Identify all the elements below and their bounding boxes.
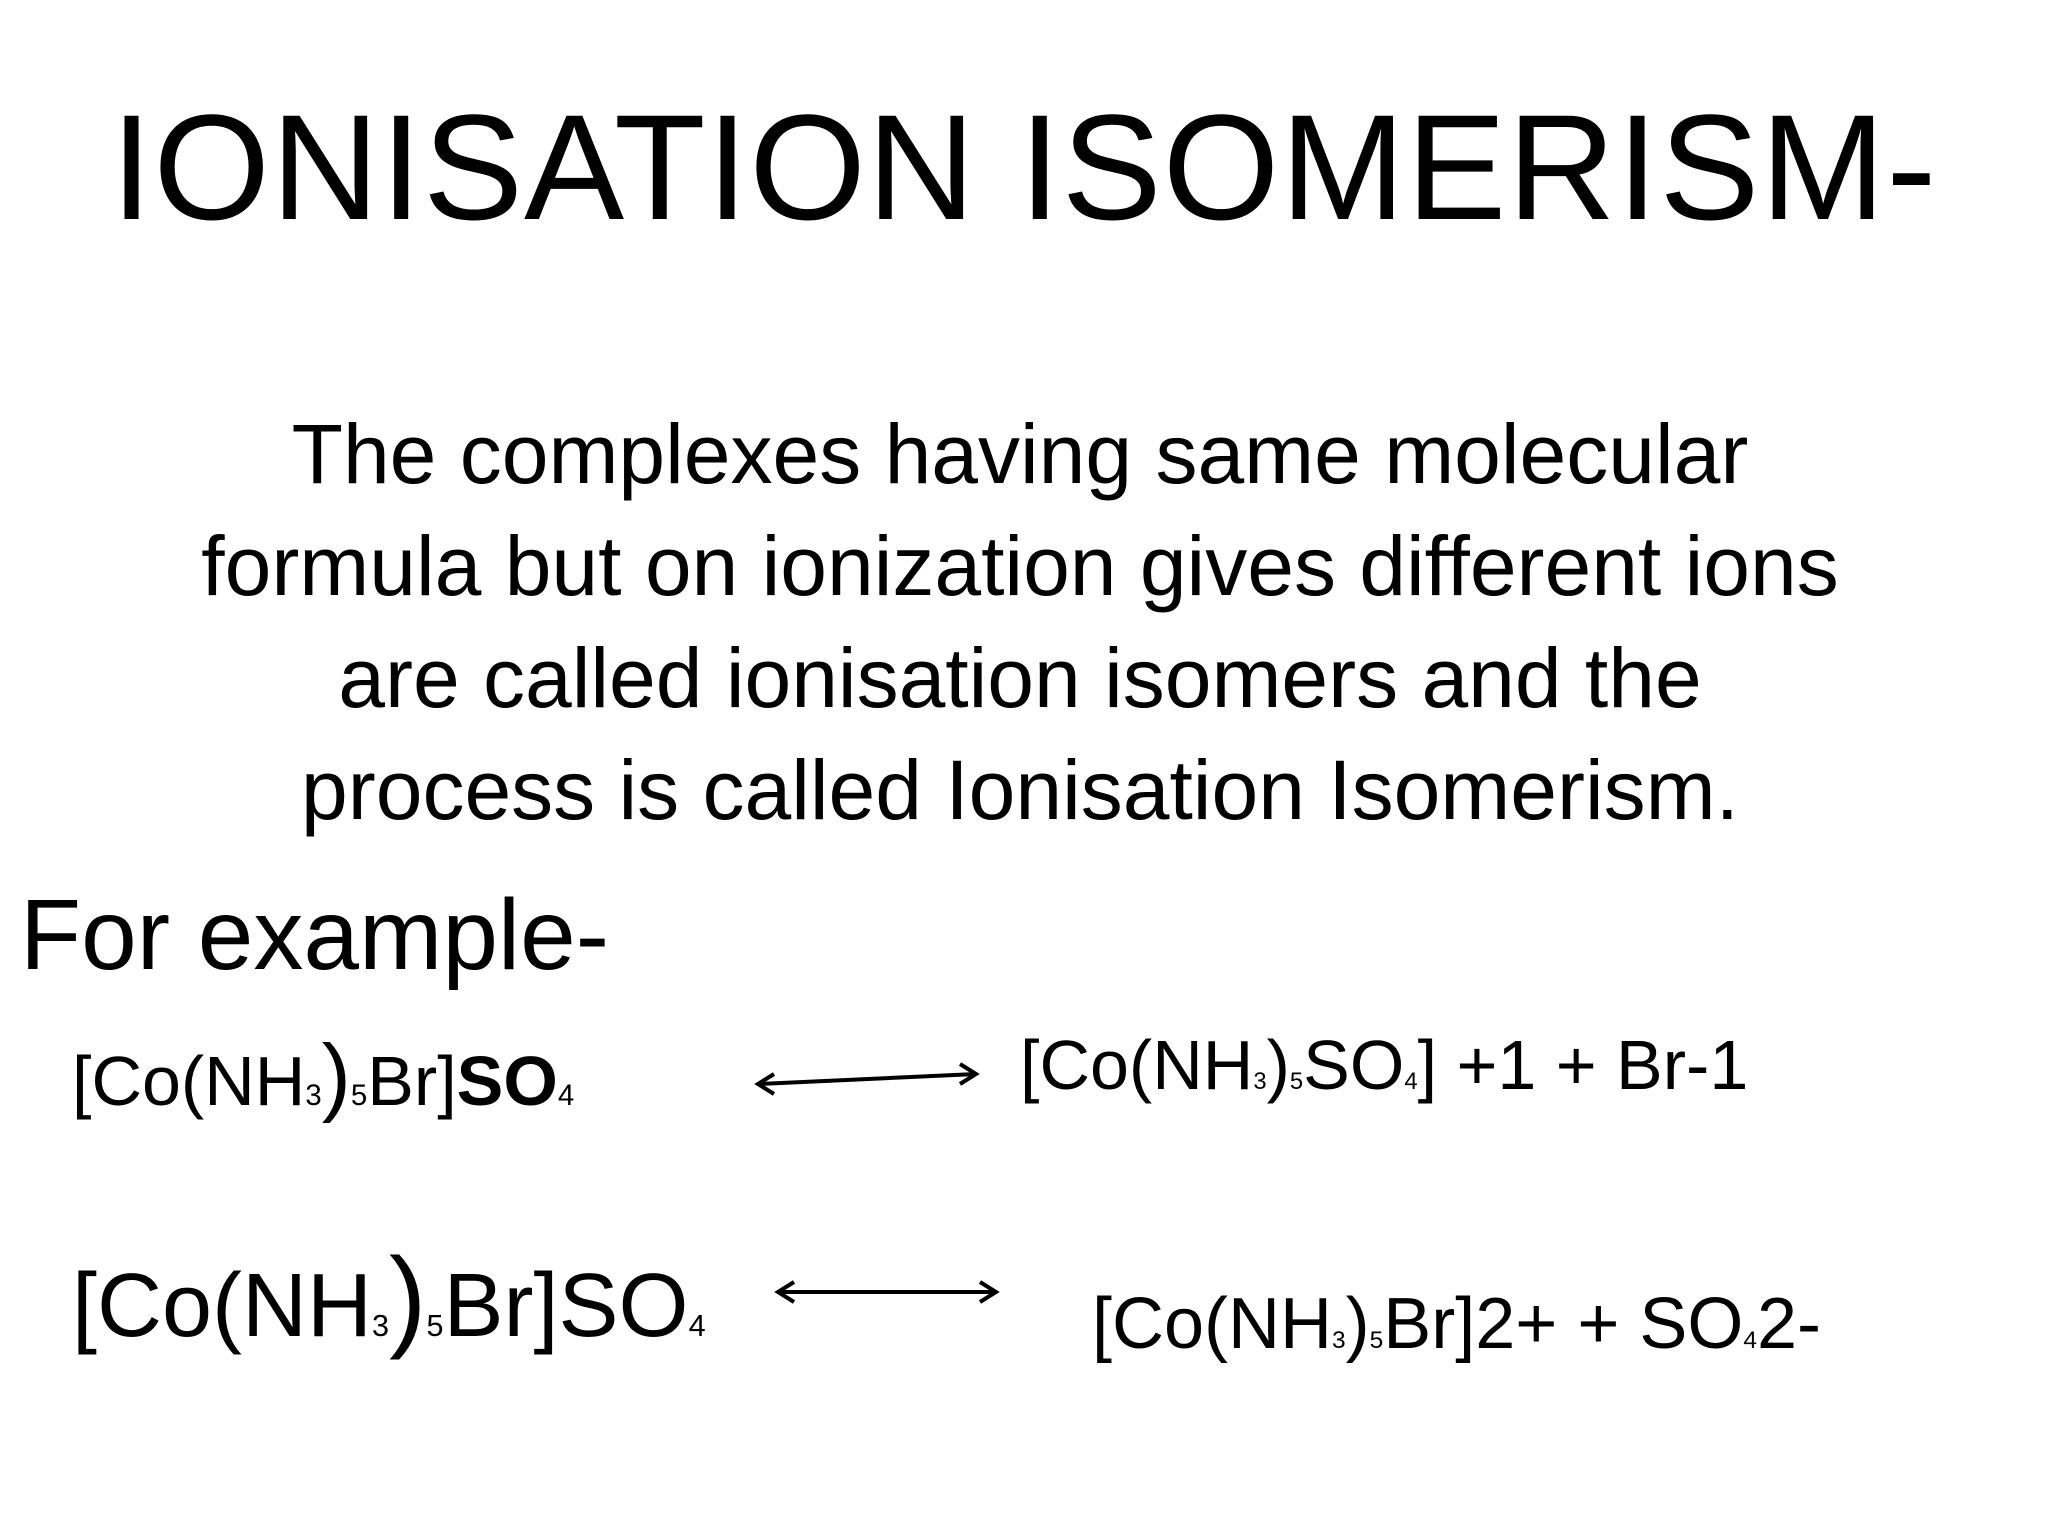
formula-part: ) xyxy=(321,1026,351,1124)
subscript: 5 xyxy=(1369,1327,1384,1354)
subscript: 3 xyxy=(305,1079,322,1112)
equation-2-products xyxy=(1092,1284,1822,1364)
formula-part: ) xyxy=(1266,1026,1290,1104)
subscript: 4 xyxy=(1743,1327,1758,1354)
formula-part: [Co(NH xyxy=(72,1042,306,1120)
subscript: 4 xyxy=(557,1079,575,1112)
subscript: 4 xyxy=(1404,1068,1418,1095)
formula-part: ) xyxy=(389,1234,427,1360)
formula-part: SO xyxy=(1303,1026,1405,1104)
subscript: 3 xyxy=(1253,1068,1267,1095)
equation-1-reactant xyxy=(72,1026,575,1124)
definition-line: formula but on ionization gives different ions xyxy=(201,519,1839,613)
formula-part: SO xyxy=(456,1042,558,1120)
formula-part: ] +1 + Br-1 xyxy=(1417,1026,1749,1104)
double-headed-arrow-icon xyxy=(772,1272,1002,1312)
formula-part: Br]2+ + SO xyxy=(1383,1284,1744,1364)
subscript: 5 xyxy=(1289,1068,1304,1095)
subscript: 4 xyxy=(688,1309,706,1343)
formula-part: [Co(NH xyxy=(1020,1026,1254,1104)
equation-1-products xyxy=(1020,1026,1749,1104)
definition-paragraph xyxy=(120,398,1920,846)
formula-part: Br]SO xyxy=(443,1256,689,1356)
formula-part: [Co(NH xyxy=(72,1256,373,1356)
formula-part: [Co(NH xyxy=(1092,1284,1333,1364)
subscript: 3 xyxy=(372,1309,390,1343)
equation-2-reactant xyxy=(72,1234,706,1360)
definition-line: are called ionisation isomers and the xyxy=(338,631,1702,725)
formula-part: 2- xyxy=(1757,1284,1822,1364)
subscript: 5 xyxy=(350,1079,368,1112)
example-heading: For example- xyxy=(20,879,610,991)
definition-line: process is called Ionisation Isomerism. xyxy=(301,743,1739,837)
formula-part: Br] xyxy=(367,1042,457,1120)
double-headed-arrow-icon xyxy=(752,1052,982,1102)
definition-line: The complexes having same molecular xyxy=(291,407,1749,501)
subscript: 3 xyxy=(1332,1327,1346,1354)
slide-title: IONISATION ISOMERISM- xyxy=(110,83,1938,251)
subscript: 5 xyxy=(426,1309,444,1343)
formula-part: ) xyxy=(1345,1284,1370,1364)
